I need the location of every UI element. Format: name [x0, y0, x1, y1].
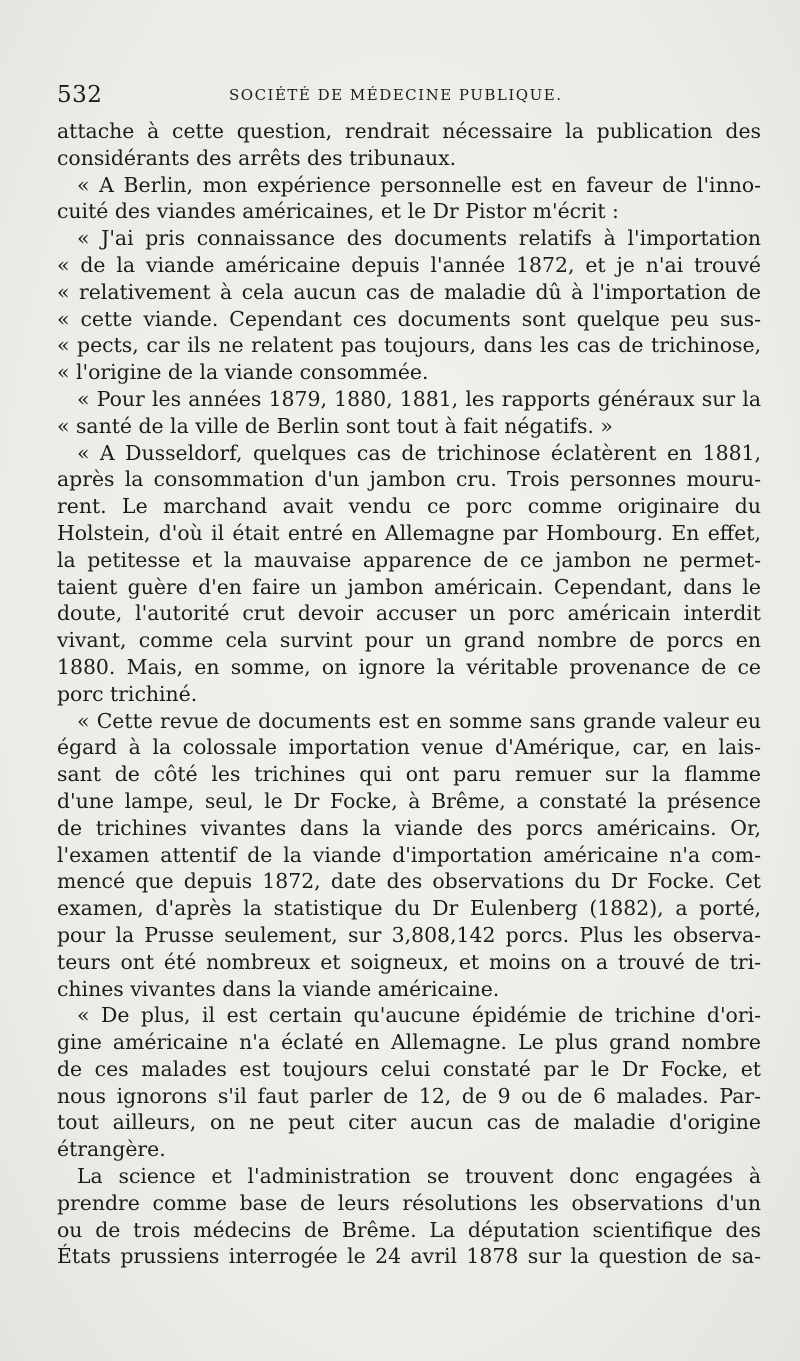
text-line: ou de trois médecins de Brême. La députation scientifique des [57, 1217, 761, 1242]
text-line: rent. Le marchand avait vendu ce porc comme originaire du [57, 494, 761, 519]
text-line: « De plus, il est certain qu'aucune épidémie de trichine d'ori- [77, 1003, 761, 1028]
text-line: « A Dusseldorf, quelques cas de trichinose éclatèrent en 1881, [77, 440, 761, 465]
text-line: « J'ai pris connaissance des documents relatifs à l'importation [77, 226, 761, 251]
text-line: « de la viande américaine depuis l'année 1872, et je n'ai trouvé [57, 252, 761, 277]
text-line: égard à la colossale importation venue d'Amérique, car, en lais- [57, 735, 761, 760]
text-line: de trichines vivantes dans la viande des porcs américains. Or, [57, 815, 761, 840]
page-number: 532 [57, 82, 103, 108]
text-line: États prussiens interrogée le 24 avril 1878 sur la question de sa- [57, 1244, 761, 1269]
text-line: « pects, car ils ne relatent pas toujours, dans les cas de trichinose, [57, 333, 761, 358]
text-line: après la consommation d'un jambon cru. Trois personnes mouru- [57, 467, 761, 492]
text-line: « l'origine de la viande consommée. [57, 360, 429, 385]
text-line: sant de côté les trichines qui ont paru remuer sur la flamme [57, 762, 761, 787]
text-line: porc trichiné. [57, 681, 198, 706]
text-line: considérants des arrêts des tribunaux. [57, 145, 457, 170]
page-header [57, 82, 757, 112]
text-line: gine américaine n'a éclaté en Allemagne. Le plus grand nombre [57, 1030, 761, 1055]
text-line: d'une lampe, seul, le Dr Focke, à Brême, a constaté la présence [57, 788, 761, 813]
running-title: SOCIÉTÉ DE MÉDECINE PUBLIQUE. [229, 86, 563, 104]
text-line: « relativement à cela aucun cas de maladie dû à l'importation de [57, 279, 761, 304]
text-line: « Pour les années 1879, 1880, 1881, les rapports généraux sur la [77, 386, 761, 411]
body-text [57, 118, 761, 1270]
text-line: examen, d'après la statistique du Dr Eulenberg (1882), a porté, [57, 896, 761, 921]
text-line: vivant, comme cela survint pour un grand nombre de porcs en [57, 628, 761, 653]
text-line: étrangère. [57, 1137, 166, 1162]
text-line: « Cette revue de documents est en somme sans grande valeur eu [77, 708, 761, 733]
text-line: 1880. Mais, en somme, on ignore la véritable provenance de ce [57, 654, 761, 679]
text-line: cuité des viandes américaines, et le Dr Pistor m'écrit : [57, 199, 619, 224]
text-line: nous ignorons s'il faut parler de 12, de 9 ou de 6 malades. Par- [57, 1083, 761, 1108]
text-line: tout ailleurs, on ne peut citer aucun cas de maladie d'origine [57, 1110, 761, 1135]
text-line: doute, l'autorité crut devoir accuser un porc américain interdit [57, 601, 761, 626]
text-line: « A Berlin, mon expérience personnelle est en faveur de l'inno- [77, 172, 761, 197]
text-line: de ces malades est toujours celui constaté par le Dr Focke, et [57, 1056, 761, 1081]
text-line: teurs ont été nombreux et soigneux, et moins on a trouvé de tri- [57, 949, 761, 974]
text-line: « santé de la ville de Berlin sont tout à fait négatifs. » [57, 413, 613, 438]
text-line: attache à cette question, rendrait nécessaire la publication des [57, 119, 761, 143]
text-line: La science et l'administration se trouvent donc engagées à [77, 1164, 761, 1189]
text-line: taient guère d'en faire un jambon américain. Cependant, dans le [57, 574, 761, 599]
text-line: chines vivantes dans la viande américaine. [57, 976, 500, 1001]
text-line: la petitesse et la mauvaise apparence de ce jambon ne permet- [57, 547, 761, 572]
text-line: Holstein, d'où il était entré en Allemagne par Hombourg. En effet, [57, 520, 761, 545]
text-line: « cette viande. Cependant ces documents sont quelque peu sus- [57, 306, 761, 331]
text-line: l'examen attentif de la viande d'importation américaine n'a com- [57, 842, 761, 867]
text-line: mencé que depuis 1872, date des observations du Dr Focke. Cet [57, 869, 761, 894]
text-line: pour la Prusse seulement, sur 3,808,142 porcs. Plus les observa- [57, 922, 761, 947]
text-line: prendre comme base de leurs résolutions les observations d'un [57, 1190, 761, 1215]
